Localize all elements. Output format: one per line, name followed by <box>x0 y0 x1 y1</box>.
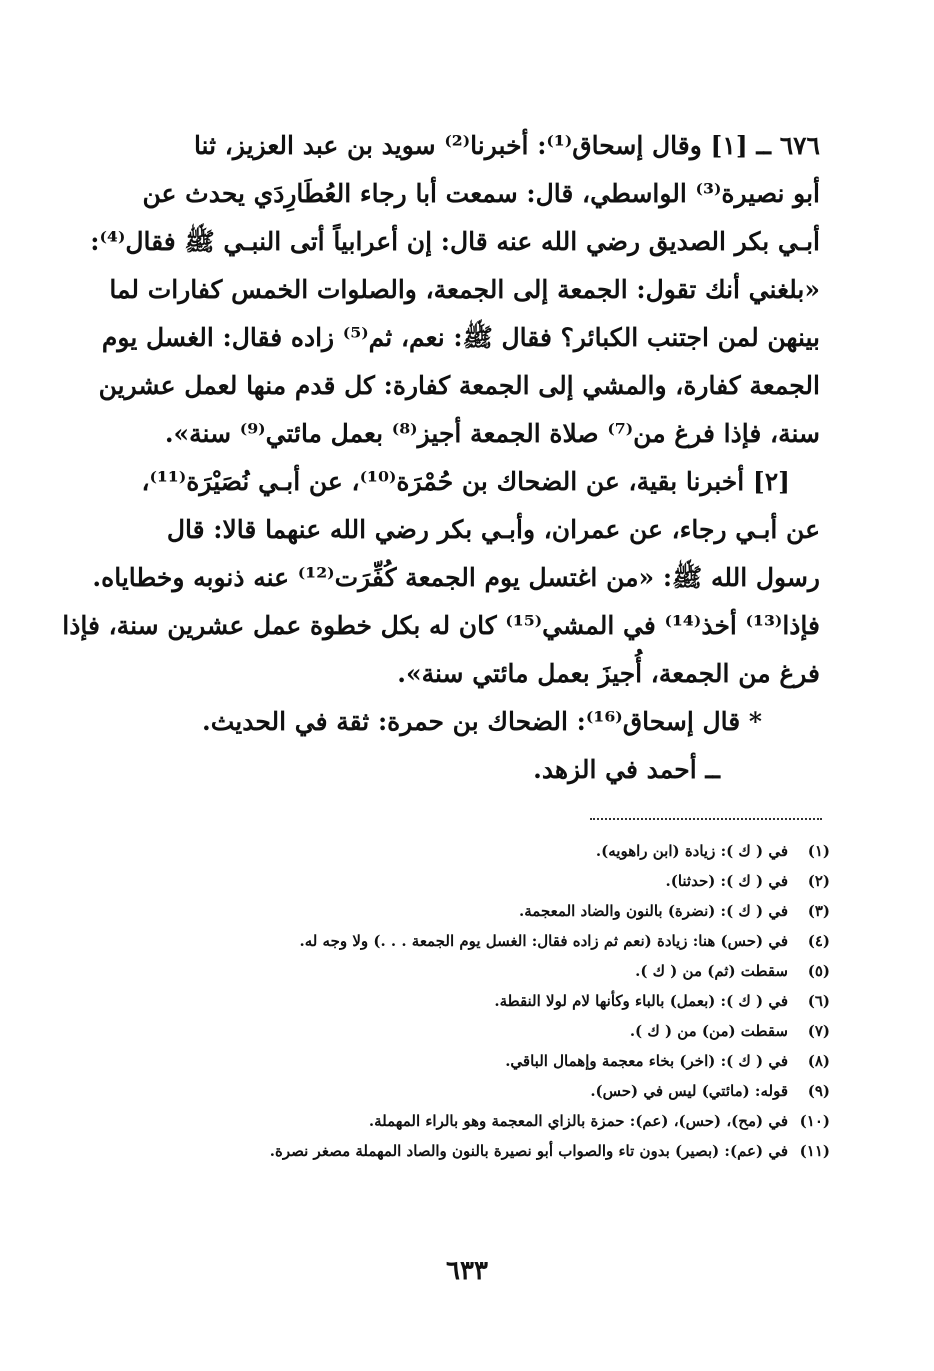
footnote-text: في ( ك ): (اخر) بخاء معجمة وإهمال الباقي. <box>505 1052 788 1070</box>
footnote <box>150 836 830 866</box>
text-line: بينهن لمن اجتنب الكبائر؟ فقال ﷺ: نعم، ثم⁽⁵⁾ زاده فقال: الغسل يوم <box>101 323 820 352</box>
text-line: فإذا⁽¹³⁾ أخذ⁽¹⁴⁾ في المشي⁽¹⁵⁾ كان له بكل خطوة عمل عشرين سنة، فإذا <box>62 611 820 640</box>
footnote-text: سقطت (ثم) من ( ك ). <box>635 962 788 980</box>
hadith-text <box>62 122 820 794</box>
footnote-number: (٤) <box>807 932 830 950</box>
footnotes <box>150 836 830 1166</box>
text-line: أبو نصيرة⁽³⁾ الواسطي، قال: سمعت أبا رجاء العُطَارِدَي يحدث عن <box>142 179 820 208</box>
footnote <box>150 866 830 896</box>
footnote-separator <box>590 818 822 820</box>
footnote-text: في (حس) هنا: زيادة (نعم ثم زاده فقال: الغسل يوم الجمعة . . .) ولا وجه له. <box>299 932 788 950</box>
footnote-text: في ( ك ): (حدثنا). <box>665 872 788 890</box>
text-line: عن أبـي رجاء، عن عمران، وأبـي بكر رضي الله عنهما قالا: قال <box>166 515 820 544</box>
page-number: ٦٣٣ <box>446 1256 488 1286</box>
footnote <box>150 1016 830 1046</box>
footnote-number: (١١) <box>799 1142 830 1160</box>
footnote <box>150 956 830 986</box>
footnote-text: في (مح)، (حس)، (عم): حمزة بالزاي المعجمة وهو بالراء المهملة. <box>368 1112 788 1130</box>
text-line: [٢] أخبرنا بقية، عن الضحاك بن حُمْرَة⁽¹⁰⁾، عن أبـي نُصَيْرَة⁽¹¹⁾، <box>141 467 790 496</box>
footnote <box>150 1046 830 1076</box>
footnote-number: (٣) <box>807 902 830 920</box>
narrator-note: * قال إسحاق⁽¹⁶⁾: الضحاك بن حمرة: ثقة في الحديث. <box>202 707 762 736</box>
footnote-number: (٩) <box>807 1082 830 1100</box>
footnote-number: (٢) <box>807 872 830 890</box>
text-line: الجمعة كفارة، والمشي إلى الجمعة كفارة: كل قدم منها لعمل عشرين <box>98 371 820 400</box>
footnote-number: (٥) <box>807 962 830 980</box>
footnote-number: (١) <box>807 842 830 860</box>
footnote-text: في ( ك ): (نضرة) بالنون والضاد المعجمة. <box>519 902 788 920</box>
footnote <box>150 896 830 926</box>
text-line: ٦٧٦ ــ [١] وقال إسحاق⁽¹⁾: أخبرنا⁽²⁾ سويد بن عبد العزيز، ثنا <box>193 131 820 160</box>
text-line: «بلغني أنك تقول: الجمعة إلى الجمعة، والصلوات الخمس كفارات لما <box>109 275 820 304</box>
footnote-number: (٦) <box>807 992 830 1010</box>
text-line: سنة، فإذا فرغ من⁽⁷⁾ صلاة الجمعة أجيز⁽⁸⁾ بعمل مائتي⁽⁹⁾ سنة». <box>164 419 820 448</box>
footnote-text: سقطت (من) من ( ك ). <box>629 1022 788 1040</box>
footnote <box>150 1106 830 1136</box>
footnote <box>150 1136 830 1166</box>
text-line: رسول الله ﷺ: «من اغتسل يوم الجمعة كُفِّرَت⁽¹²⁾ عنه ذنوبه وخطاياه. <box>92 563 820 592</box>
footnote-text: قوله: (مائتي) ليس في (حس). <box>590 1082 788 1100</box>
source-note: ــ أحمد في الزهد. <box>533 755 720 784</box>
footnote <box>150 926 830 956</box>
footnote-number: (٧) <box>807 1022 830 1040</box>
text-line: أبـي بكر الصديق رضي الله عنه قال: إن أعرابياً أتى النبـي ﷺ فقال⁽⁴⁾: <box>90 227 820 256</box>
footnote-text: في ( ك ): (بعمل) بالباء وكأنها لام لولا النقطة. <box>494 992 788 1010</box>
footnote-number: (٨) <box>807 1052 830 1070</box>
footnote-text: في (عم): (بصير) بدون تاء والصواب أبو نصيرة بالنون والصاد المهملة مصغر نصرة. <box>269 1142 788 1160</box>
text-line: فرغ من الجمعة، أُجيزَ بعمل مائتي سنة». <box>397 659 820 688</box>
footnote <box>150 1076 830 1106</box>
footnote <box>150 986 830 1016</box>
footnote-text: في ( ك ): زيادة (ابن راهويه). <box>595 842 788 860</box>
footnote-number: (١٠) <box>799 1112 830 1130</box>
